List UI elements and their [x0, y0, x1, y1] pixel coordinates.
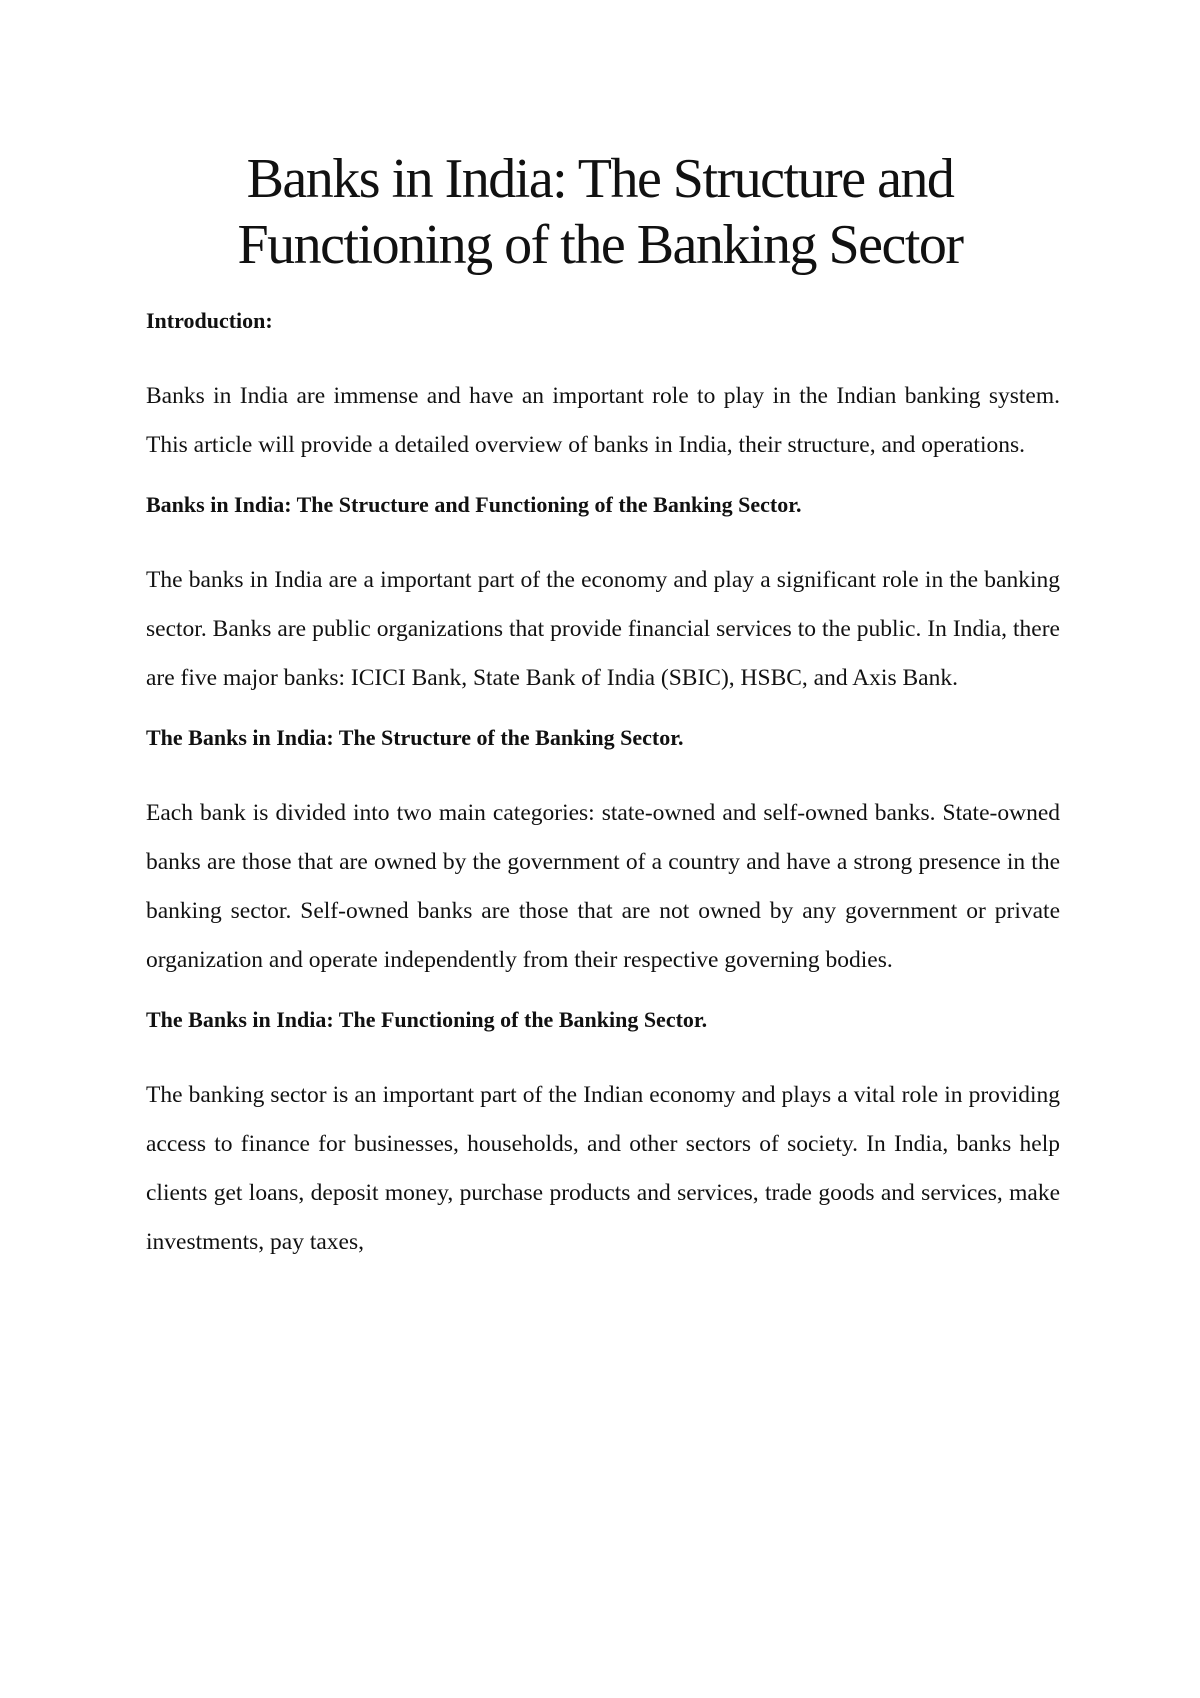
section-heading-structure-and-functioning: Banks in India: The Structure and Functioning of the Banking Sector.: [146, 492, 802, 517]
section-paragraph-structure-and-functioning: The banks in India are a important part of the economy and play a significant role in the banking sector. Banks are public organizations that provide financial services to the public. In India, there are five major banks: ICICI Bank, State Bank of India (SBIC), HSBC, and Axis Bank.: [146, 567, 1060, 691]
document-body: [146, 306, 1060, 1287]
section-heading-structure: The Banks in India: The Structure of the Banking Sector.: [146, 725, 684, 750]
section-heading-introduction: Introduction:: [146, 308, 273, 333]
section-paragraph-functioning: The banking sector is an important part of the Indian economy and plays a vital role in providing access to finance for businesses, households, and other sectors of society. In India, banks help clients get loans, deposit money, purchase products and services, trade goods and services, make investments, pay taxes,: [146, 1082, 1060, 1255]
section-heading-functioning: The Banks in India: The Functioning of the Banking Sector.: [146, 1007, 708, 1032]
document-title: Banks in India: The Structure and Functioning of the Banking Sector: [237, 148, 963, 276]
section-paragraph-structure: Each bank is divided into two main categories: state-owned and self-owned banks. State-owned banks are those that are owned by the government of a country and have a strong presence in the banking sector. Self-owned banks are those that are not owned by any government or private organization and operate independently from their respective governing bodies.: [146, 800, 1060, 973]
section-paragraph-introduction: Banks in India are immense and have an important role to play in the Indian banking system. This article will provide a detailed overview of banks in India, their structure, and operations.: [146, 383, 1060, 458]
